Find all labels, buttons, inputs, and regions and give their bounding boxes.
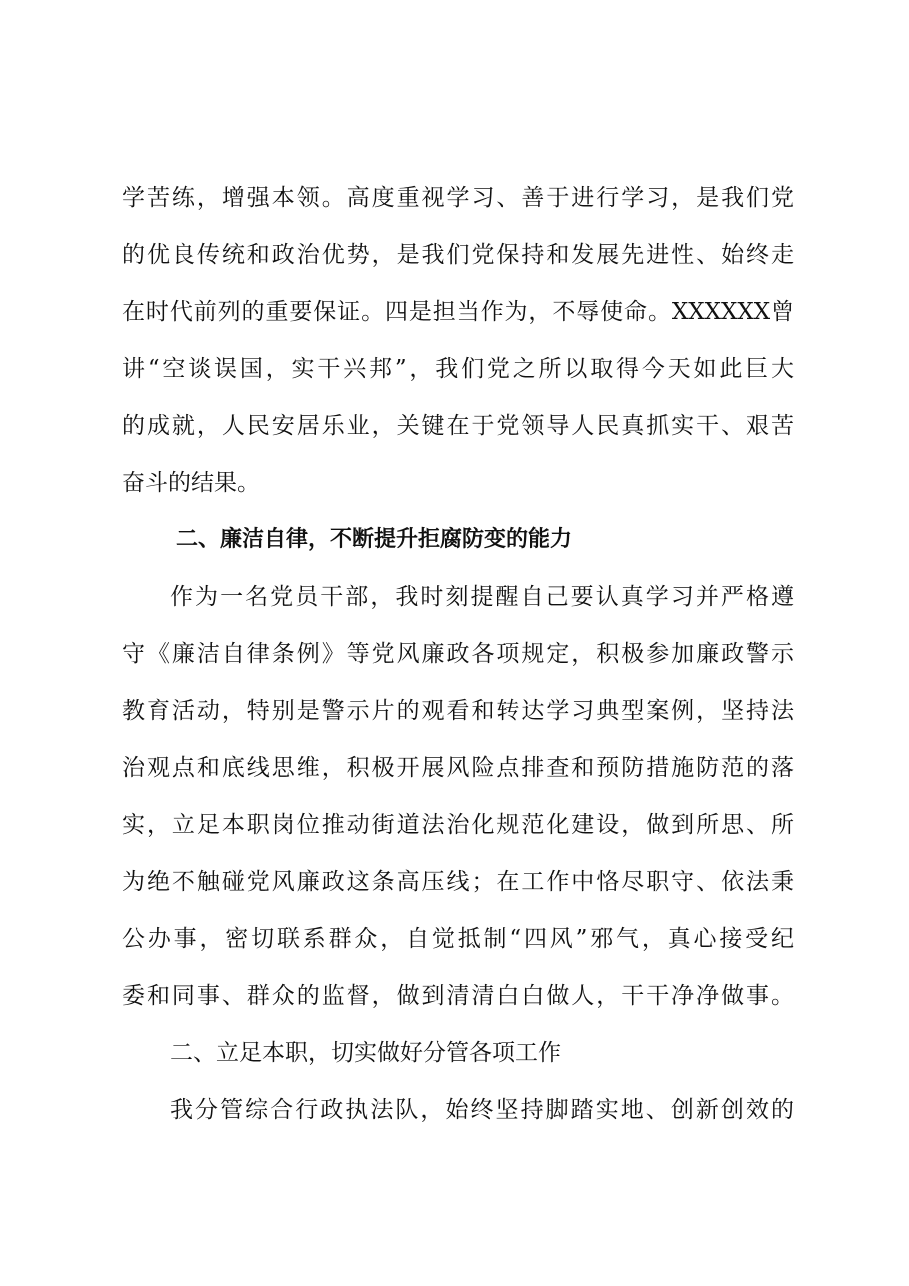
paragraph-2-line-4: 治观点和底线思维，积极开展风险点排查和预防措施防范的落 <box>122 755 794 781</box>
section-heading-integrity: 二、廉洁自律，不断提升拒腐防变的能力 <box>176 527 573 552</box>
paragraph-1-line-1: 学苦练，增强本领。高度重视学习、善于进行学习，是我们党 <box>122 185 794 211</box>
paragraph-1-line-5: 的成就，人民安居乐业，关键在于党领导人民真抓实干、艰苦 <box>122 413 794 439</box>
paragraph-2-line-1: 作为一名党员干部，我时刻提醒自己要认真学习并严格遵 <box>170 584 794 610</box>
paragraph-2-line-8: 委和同事、群众的监督，做到清清白白做人，干干净净做事。 <box>122 983 794 1009</box>
section-heading-duties: 二、立足本职，切实做好分管各项工作 <box>170 1040 561 1066</box>
paragraph-2-line-5: 实，立足本职岗位推动街道法治化规范化建设，做到所思、所 <box>122 812 794 838</box>
paragraph-1-line-3: 在时代前列的重要保证。四是担当作为，不辱使命。XXXXXX曾 <box>122 299 794 325</box>
paragraph-1-line-2: 的优良传统和政治优势，是我们党保持和发展先进性、始终走 <box>122 242 794 268</box>
paragraph-1-line-4: 讲“空谈误国，实干兴邦”，我们党之所以取得今天如此巨大 <box>122 356 794 382</box>
paragraph-2-line-2: 守《廉洁自律条例》等党风廉政各项规定，积极参加廉政警示 <box>122 641 794 667</box>
paragraph-2-line-6: 为绝不触碰党风廉政这条高压线；在工作中恪尽职守、依法秉 <box>122 869 794 895</box>
paragraph-1-line-6: 奋斗的结果。 <box>122 470 260 496</box>
paragraph-2-line-3: 教育活动，特别是警示片的观看和转达学习典型案例，坚持法 <box>122 698 794 724</box>
paragraph-2-line-7: 公办事，密切联系群众，自觉抵制“四风”邪气，真心接受纪 <box>122 926 794 952</box>
paragraph-3-line-1: 我分管综合行政执法队，始终坚持脚踏实地、创新创效的 <box>170 1097 794 1123</box>
